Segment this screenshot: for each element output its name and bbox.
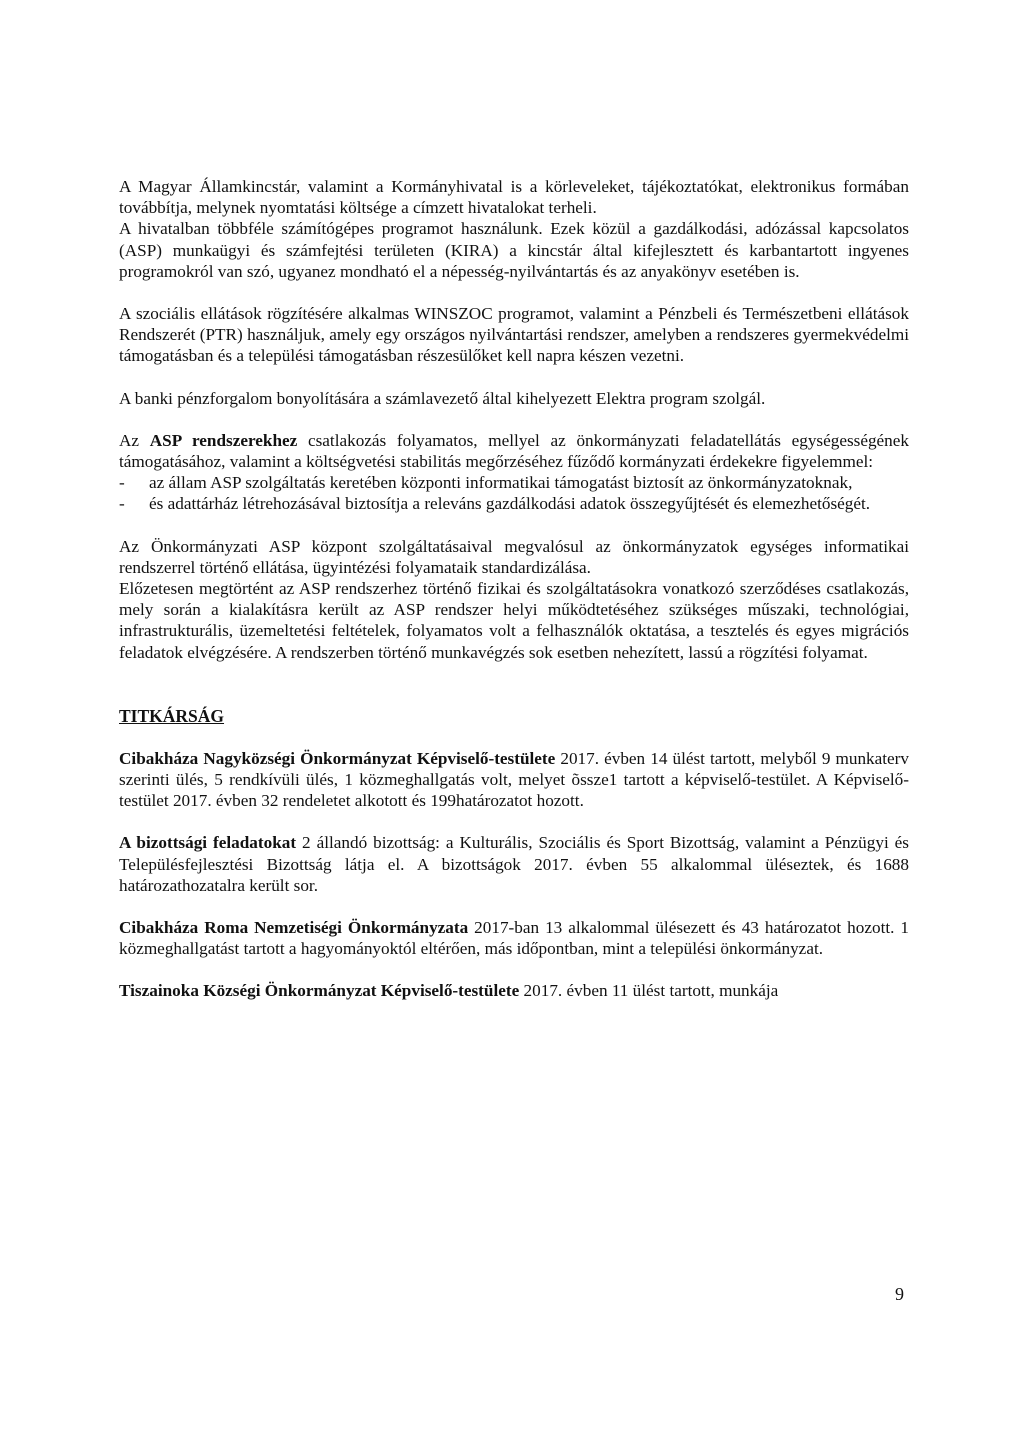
paragraph-winszoc: A szociális ellátások rögzítésére alkalmas WINSZOC programot, valamint a Pénzbeli és Természetbeni ellátások Rendszerét (PTR) használjuk, amely egy országos nyilvántartási rendszer, amelyben a rendszeres gyermekvédelmi támogatásban és a települési támogatásban részesülőket kell napra készen vezetni.	[119, 304, 909, 366]
paragraph-korlevelek: A Magyar Államkincstár, valamint a Kormányhivatal is a körleveleket, tájékoztatókat, elektronikus formában továbbítja, melynek nyomtatási költsége a címzett hivatalokat terheli.	[119, 177, 909, 218]
paragraph-programok: A hivatalban többféle számítógépes programot használunk. Ezek közül a gazdálkodási, adózással kapcsolatos (ASP) munkaügyi és számfejtési területen (KIRA) a kincstár által kifejlesztett és karbantartott ingyenes programokról van szó, ugyanez mondható el a népesség-nyilvántartás és az anyakönyv esetében is.	[119, 219, 909, 281]
paragraph-asp	[119, 430, 909, 472]
paragraph-csatlakozas: Előzetesen megtörtént az ASP rendszerhez történő fizikai és szolgáltatásokra vonatkozó szerződéses csatlakozás, mely során a kialakításra került az ASP rendszer helyi működtetéséhez szükséges műszaki, technológiai, infrastrukturális, üzemeltetési feltételek, folyamatos volt a felhasználók oktatása, a tesztelés és egyes migrációs feladatok elvégzésére. A rendszerben történő munkavégzés sok esetben nehezített, lassú a rögzítési folyamat.	[119, 579, 909, 662]
asp-bold: ASP rendszerekhez	[149, 430, 298, 450]
list-item: - és adattárház létrehozásával biztosítja a releváns gazdálkodási adatok összegyűjtését és elemezhetőségét.	[119, 494, 871, 514]
paragraph-elektra: A banki pénzforgalom bonyolítására a számlavezető által kihelyezett Elektra program szolgál.	[119, 388, 766, 408]
page-number: 9	[895, 1284, 904, 1304]
document-page	[119, 176, 909, 1002]
paragraph-kepviselo-testulet: Cibakháza Nagyközségi Önkormányzat Képviselő-testülete 2017. évben 14 ülést tartott, melyből 9 munkaterv szerinti ülés, 5 rendkívüli ülés, 1 közmeghallgatás volt, melyet õssze1 tartott a képviselő-testület. A Képviselő-testület 2017. évben 32 rendeletet alkotott és 199határozatot hozott.	[119, 748, 909, 811]
bullet-dash: -	[119, 494, 125, 514]
asp-prefix: Az	[119, 430, 150, 450]
paragraph-bizottsagok: A bizottsági feladatokat 2 állandó bizottság: a Kulturális, Szociális és Sport Bizottság, valamint a Pénzügyi és Településfejlesztési Bizottság látja el. A bizottságok 2017. évben 55 alkalommal üléseztek, és 1688 határozathozatalra került sor.	[119, 833, 909, 895]
asp-rest: csatlakozás folyamatos, mellyel az önkormányzati feladatellátás egységességének támogatásához, valamint a költségvetési stabilitás megőrzéséhez fűződő kormányzati érdekekre figyelemmel:	[119, 430, 909, 472]
asp-bullet-list	[119, 472, 909, 514]
section-heading: TITKÁRSÁG	[119, 705, 225, 726]
paragraph-tiszainoka: Tiszainoka Községi Önkormányzat Képviselő-testülete 2017. évben 11 ülést tartott, munkája	[119, 981, 779, 1001]
paragraph-asp-kozpont: Az Önkormányzati ASP központ szolgáltatásaival megvalósul az önkormányzatok egységes informatikai rendszerrel történő ellátása, ügyintézési folyamataik standardizálása.	[119, 536, 909, 577]
bullet-dash: -	[119, 473, 125, 493]
paragraph-roma-onkormanyzat: Cibakháza Roma Nemzetiségi Önkormányzata 2017-ban 13 alkalommal ülésezett és 43 határozatot hozott. 1 közmeghallgatást tartott a hagyományoktól eltérően, más időpontban, mint a települési önkormányzat.	[119, 918, 909, 959]
list-item: - az állam ASP szolgáltatás keretében központi informatikai támogatást biztosít az önkormányzatoknak,	[119, 473, 853, 493]
